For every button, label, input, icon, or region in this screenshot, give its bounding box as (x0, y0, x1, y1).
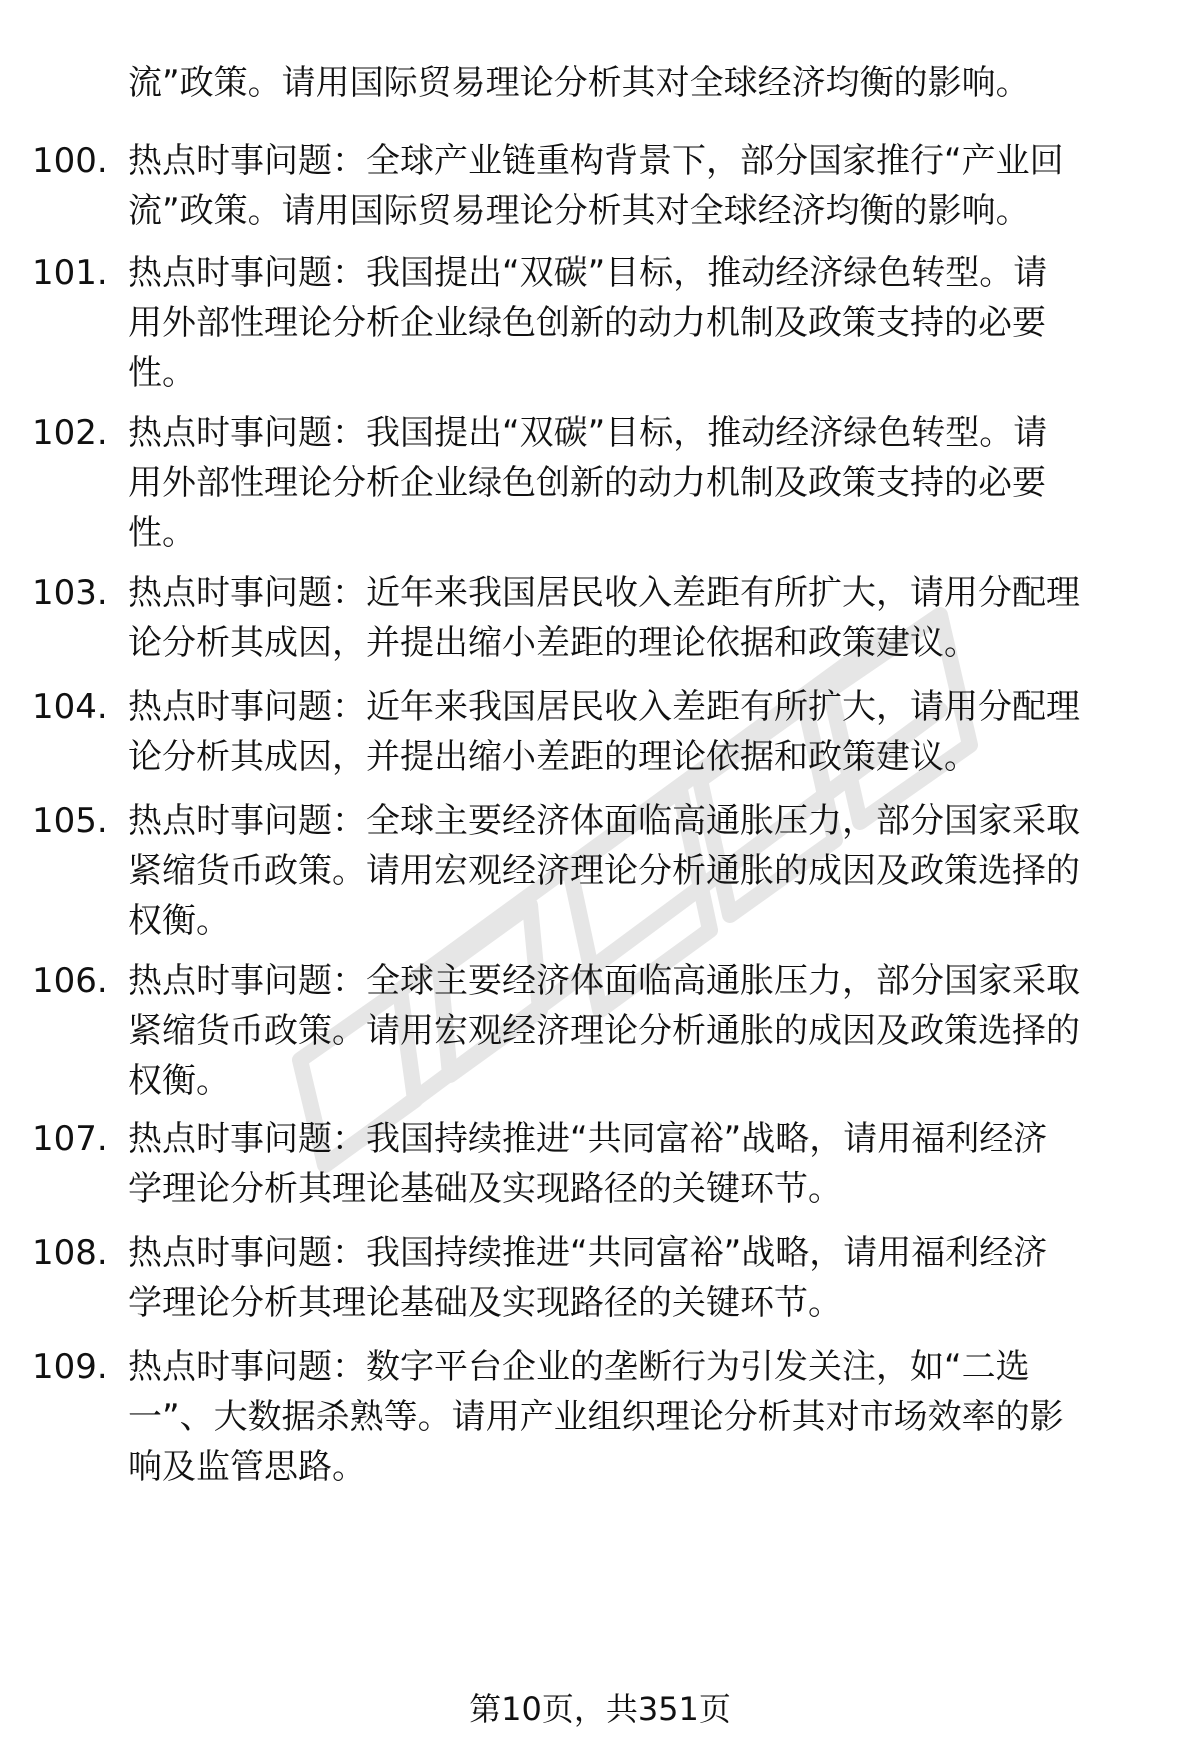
question-text: 热点时事问题：我国提出“双碳”目标，推动经济绿色转型。请 用外部性理论分析企业绿色创新的动力机制及政策支持的必要 性。 (128, 413, 1048, 553)
question-number: 101. (32, 253, 108, 293)
question-text: 热点时事问题：近年来我国居民收入差距有所扩大，请用分配理 论分析其成因，并提出缩小差距的理论依据和政策建议。 (128, 573, 1080, 663)
question-text: 热点时事问题：数字平台企业的垄断行为引发关注，如“二选 一”、大数据杀熟等。请用产业组织理论分析其对市场效率的影 响及监管思路。 (128, 1347, 1064, 1487)
question-text: 热点时事问题：我国提出“双碳”目标，推动经济绿色转型。请 用外部性理论分析企业绿色创新的动力机制及政策支持的必要 性。 (128, 253, 1048, 393)
question-text: 热点时事问题：全球主要经济体面临高通胀压力，部分国家采取 紧缩货币政策。请用宏观经济理论分析通胀的成因及政策选择的 权衡。 (128, 961, 1080, 1101)
question-text: 热点时事问题：全球产业链重构背景下，部分国家推行“产业回 流”政策。请用国际贸易理论分析其对全球经济均衡的影响。 (128, 141, 1064, 231)
question-number: 104. (32, 687, 108, 727)
question-text: 热点时事问题：我国持续推进“共同富裕”战略，请用福利经济 学理论分析其理论基础及实现路径的关键环节。 (128, 1233, 1048, 1323)
question-number: 107. (32, 1119, 108, 1159)
question-number: 106. (32, 961, 108, 1001)
question-number: 103. (32, 573, 108, 613)
question-number: 100. (32, 141, 108, 181)
question-text: 热点时事问题：我国持续推进“共同富裕”战略，请用福利经济 学理论分析其理论基础及实现路径的关键环节。 (128, 1119, 1048, 1209)
question-number: 102. (32, 413, 108, 453)
page-footer: 第10页，共351页 (469, 1690, 731, 1728)
question-text: 热点时事问题：近年来我国居民收入差距有所扩大，请用分配理 论分析其成因，并提出缩小差距的理论依据和政策建议。 (128, 687, 1080, 777)
continued-question-text: 流”政策。请用国际贸易理论分析其对全球经济均衡的影响。 (128, 63, 1030, 103)
question-number: 108. (32, 1233, 108, 1273)
question-number: 109. (32, 1347, 108, 1387)
question-text: 热点时事问题：全球主要经济体面临高通胀压力，部分国家采取 紧缩货币政策。请用宏观经济理论分析通胀的成因及政策选择的 权衡。 (128, 801, 1080, 941)
question-number: 105. (32, 801, 108, 841)
